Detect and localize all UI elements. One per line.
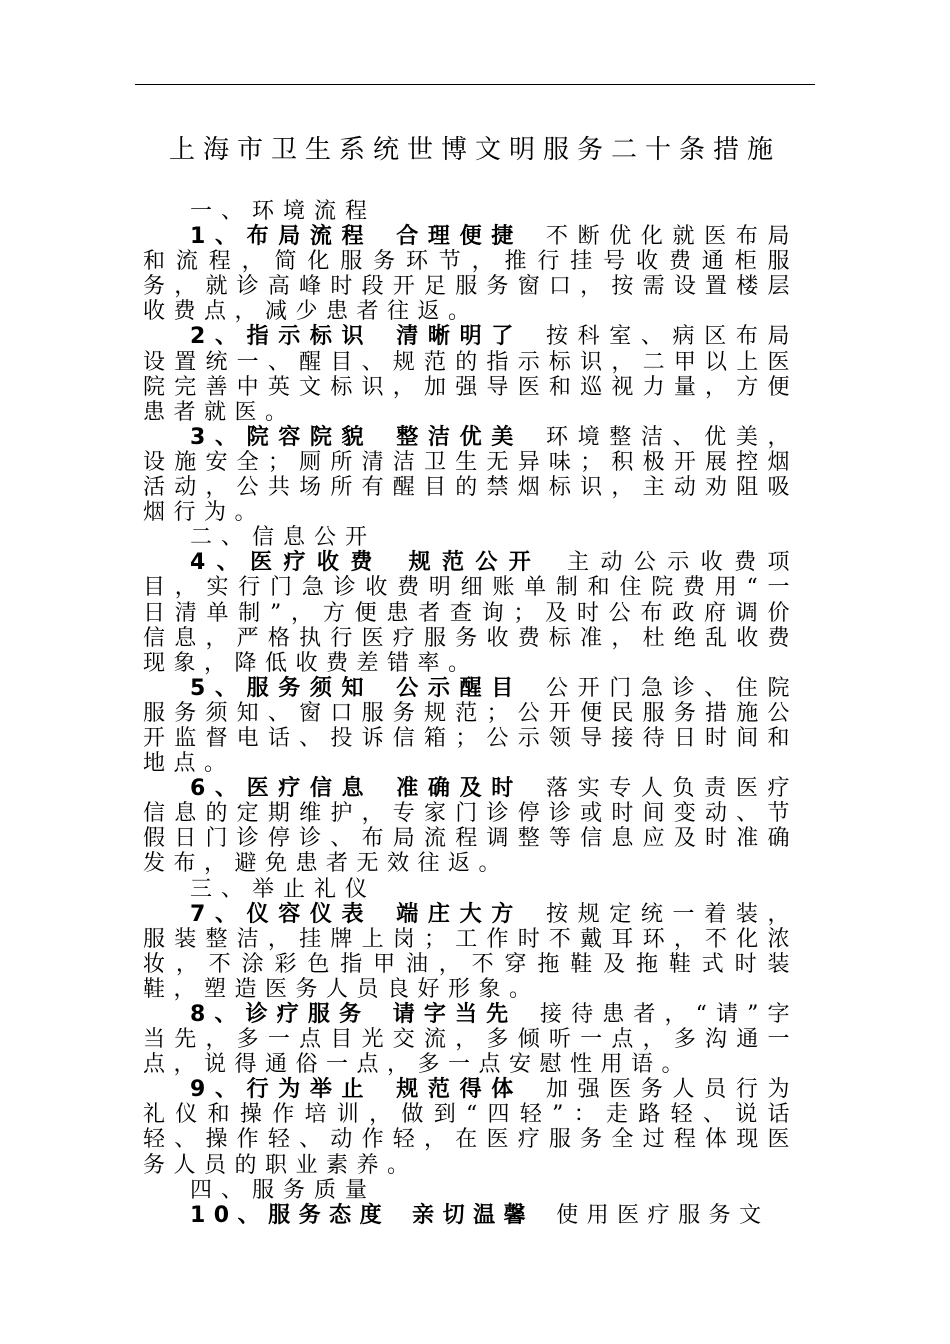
header-rule — [135, 84, 815, 85]
section-heading: 四、服务质量 — [190, 1177, 377, 1203]
section-heading: 三、举止礼仪 — [190, 876, 377, 902]
list-item: 6、医疗信息 准确及时 落实专人负责医疗信息的定期维护，专家门诊停诊或时间变动、节假日门诊停诊、布局流程调整等信息应及时准确发布，避免患者无效往返。 — [143, 776, 798, 877]
page-title: 上海市卫生系统世博文明服务二十条措施 — [168, 135, 781, 165]
list-item: 1、布局流程 合理便捷 不断优化就医布局和流程，简化服务环节，推行挂号收费通柜服务，就诊高峰时段开足服务窗口，按需设置楼层收费点，减少患者往返。 — [143, 224, 798, 325]
list-item: 10、服务态度 亲切温馨 使用医疗服务文 — [190, 1202, 770, 1228]
list-item: 7、仪容仪表 端庄大方 按规定统一着装，服装整洁，挂牌上岗；工作时不戴耳环，不化浓妆，不涂彩色指甲油，不穿拖鞋及拖鞋式时装鞋，塑造医务人员良好形象。 — [143, 901, 798, 1002]
list-item: 2、指示标识 清晰明了 按科室、病区布局设置统一、醒目、规范的指示标识，二甲以上医院完善中英文标识，加强导医和巡视力量，方便患者就医。 — [143, 324, 798, 425]
list-item: 3、院容院貌 整洁优美 环境整洁、优美，设施安全；厕所清洁卫生无异味；积极开展控烟活动，公共场所有醒目的禁烟标识，主动劝阻吸烟行为。 — [143, 424, 798, 526]
list-item: 9、行为举止 规范得体 加强医务人员行为礼仪和操作培训，做到“四轻”：走路轻、说话轻、操作轻、动作轻，在医疗服务全过程体现医务人员的职业素养。 — [143, 1077, 798, 1178]
list-item: 8、诊疗服务 请字当先 接待患者，“请”字当先，多一点目光交流，多倾听一点，多沟通一点，说得通俗一点，多一点安慰性用语。 — [143, 1002, 798, 1078]
section-heading: 二、信息公开 — [190, 525, 377, 551]
list-item: 4、医疗收费 规范公开 主动公示收费项目，实行门急诊收费明细账单制和住院费用“一日清单制”，方便患者查询；及时公布政府调价信息，严格执行医疗服务收费标准，杜绝乱收费现象，降低收费差错率。 — [143, 550, 798, 676]
document-body — [143, 199, 798, 1228]
list-item: 5、服务须知 公示醒目 公开门急诊、住院服务须知、窗口服务规范；公开便民服务措施公开监督电话、投诉信箱；公示领导接待日时间和地点。 — [143, 675, 798, 777]
section-heading: 一、环境流程 — [190, 199, 377, 224]
